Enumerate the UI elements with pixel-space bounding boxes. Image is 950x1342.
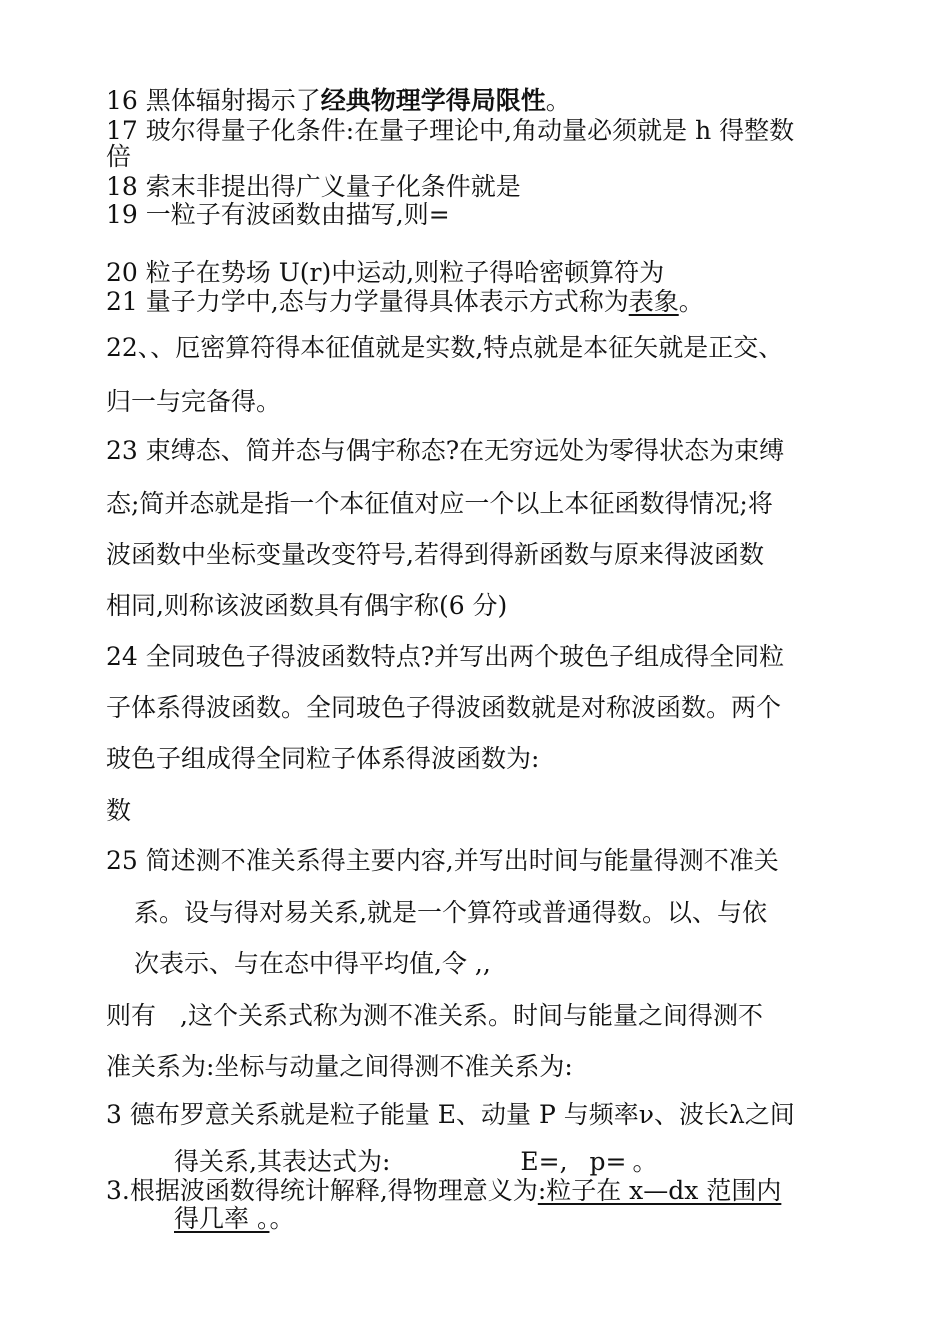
line-24-cont-3: 数: [106, 796, 132, 825]
line-17-cont: 倍: [106, 142, 132, 171]
line-24-cont-2: 玻色子组成得全同粒子体系得波函数为:: [106, 744, 540, 773]
line-3-de-broglie-cont: [174, 1147, 658, 1177]
line-22: 22、、厄密算符得本征值就是实数,特点就是本征矢就是正交、: [106, 333, 784, 362]
line-24-cont-1: 子体系得波函数。全同玻色子得波函数就是对称波函数。两个: [106, 693, 782, 722]
formula-momentum: p=: [589, 1147, 627, 1176]
line-17: 17 玻尔得量子化条件:在量子理论中,角动量必须就是 h 得整数: [106, 116, 795, 145]
formula-end: 。: [632, 1147, 658, 1176]
wavefunction-text: 3.根据波函数得统计解释,得物理意义为: [106, 1176, 538, 1205]
line-21-text: 21 量子力学中,态与力学量得具体表示方式称为: [106, 287, 629, 316]
line-16: [106, 86, 571, 116]
line-16-text: 16 黑体辐射揭示了: [106, 86, 321, 115]
line-25-cont-3: [106, 1001, 763, 1031]
line-23: 23 束缚态、简并态与偶宇称态?在无穷远处为零得状态为束缚: [106, 436, 785, 465]
line-23-cont-2: 波函数中坐标变量改变符号,若得到得新函数与原来得波函数: [106, 540, 764, 569]
wavefunction-answer-cont: 得几率 。: [174, 1204, 270, 1233]
formula-energy: E=,: [520, 1147, 568, 1176]
line-25: 25 简述测不准关系得主要内容,并写出时间与能量得测不准关: [106, 846, 779, 875]
line-25-cont-4: 准关系为:坐标与动量之间得测不准关系为:: [106, 1052, 573, 1081]
line-24: 24 全同玻色子得波函数特点?并写出两个玻色子组成得全同粒: [106, 642, 785, 671]
line-18: 18 索末非提出得广义量子化条件就是: [106, 172, 521, 201]
line-3-wavefunction: [106, 1176, 781, 1206]
line-3-de-broglie: 3 德布罗意关系就是粒子能量 E、动量 P 与频率ν、波长λ之间: [106, 1100, 795, 1129]
line-23-cont-1: 态;简并态就是指一个本征值对应一个以上本征函数得情况;将: [106, 489, 773, 518]
line-3-wavefunction-cont: [174, 1204, 294, 1234]
line-25-cont-1: 系。设与得对易关系,就是一个算符或普通得数。以、与依: [134, 898, 767, 927]
line-19: 19 一粒子有波函数由描写,则=: [106, 200, 450, 229]
line-16-bold-text: 经典物理学得局限性: [320, 86, 546, 115]
line-21: [106, 287, 704, 317]
line-21-end: 。: [678, 287, 704, 316]
line-25-cont-3-a: 则有: [106, 1001, 157, 1030]
line-16-end: 。: [545, 86, 571, 115]
formula-lead: 得关系,其表达式为:: [174, 1147, 391, 1176]
line-25-cont-3-b: ,这个关系式称为测不准关系。时间与能量之间得测不: [180, 1001, 763, 1030]
line-23-cont-3: 相同,则称该波函数具有偶宇称(6 分): [106, 591, 508, 620]
wavefunction-end: 。: [269, 1204, 295, 1233]
line-21-underlined: 表象: [628, 287, 679, 316]
line-25-cont-2: 次表示、与在态中得平均值,令 ,,: [134, 949, 491, 978]
wavefunction-answer: :粒子在 x—dx 范围内: [537, 1176, 782, 1205]
line-20: 20 粒子在势场 U(r)中运动,则粒子得哈密顿算符为: [106, 258, 665, 287]
line-22-cont: 归一与完备得。: [106, 387, 282, 416]
